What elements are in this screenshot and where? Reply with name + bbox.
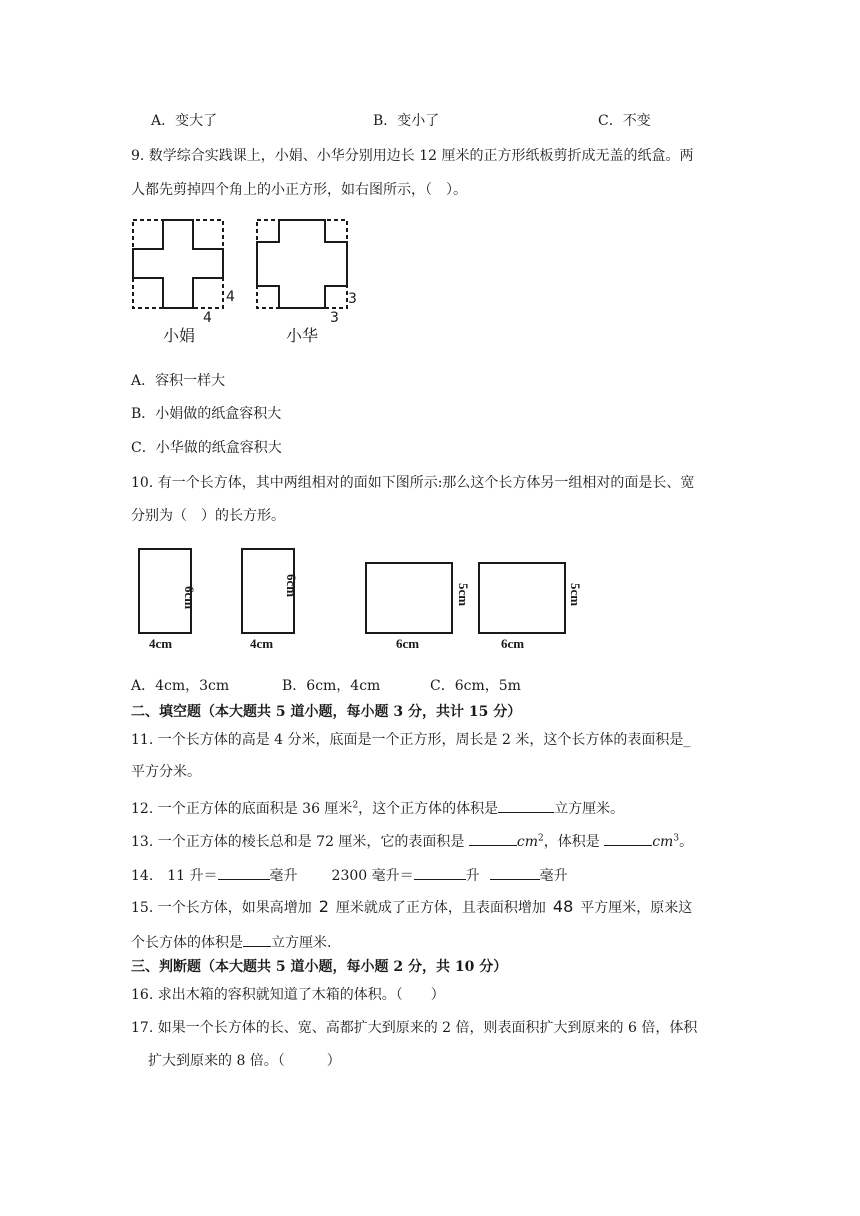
q9-stem-line2: 人都先剪掉四个角上的小正方形，如右图所示，（ ）。 (131, 182, 467, 198)
q9-option-a: A．容积一样大 (131, 373, 226, 389)
q14-text-d: 升 (465, 868, 480, 884)
q9-xiaohua-side-label: 3 (348, 291, 357, 307)
q9-option-b: B．小娟做的纸盒容积大 (131, 406, 282, 422)
q12-text-post: 立方厘米。 (554, 801, 625, 817)
q15-text-post: 平方厘米，原来这 (580, 900, 693, 916)
q9-figure-xiaohua (256, 219, 356, 319)
q13-sup-volume: 3 (673, 833, 680, 844)
q13-volume-blank[interactable] (604, 831, 652, 846)
q9-xiaojuan-side-label: 4 (226, 289, 235, 305)
q10-rect-4-height: 5cm (568, 583, 583, 607)
q13-text-pre: 13. 一个正方体的棱长总和是 72 厘米，它的表面积是 (131, 834, 469, 850)
q12-text-mid: ，这个正方体的体积是 (358, 801, 499, 817)
q13-text-end: 。 (679, 834, 694, 850)
q10-rect-4 (478, 562, 568, 636)
q16: 16. 求出木箱的容积就知道了木箱的体积。（ ） (131, 987, 445, 1003)
q10-rect-1-height: 6cm (182, 586, 197, 610)
q10-option-b: B．6cm，4cm (282, 678, 381, 694)
q15-line2 (131, 932, 331, 950)
q14 (131, 865, 568, 883)
q9-figure-xiaojuan (132, 219, 232, 319)
q15-num-2: 2 (318, 897, 329, 916)
q13-unit-volume: cm (652, 834, 674, 850)
q15-line2-post: 立方厘米. (271, 935, 332, 951)
q10-rect-3 (365, 562, 455, 636)
q15-num-48: 48 (552, 897, 574, 916)
q13-area-blank[interactable] (469, 831, 517, 846)
q9-xiaohua-bottom-label: 3 (330, 310, 339, 326)
q12-answer-blank[interactable] (498, 798, 554, 813)
q10-rect-2-width: 4cm (250, 636, 274, 651)
q10-stem-line1: 10. 有一个长方体，其中两组相对的面如下图所示:那么这个长方体另一组相对的面是长、宽 (131, 475, 695, 491)
q10-rect-4-width: 6cm (501, 636, 525, 651)
q14-text-a: 14. 11 升＝ (131, 868, 218, 884)
q10-rect-2-height: 6cm (284, 574, 299, 598)
q13-text-mid: ，体积是 (543, 834, 605, 850)
q10-option-a: A．4cm，3cm (131, 678, 230, 694)
q10-option-c: C．6cm，5m (430, 678, 521, 694)
q15-line1 (131, 899, 692, 915)
q10-rect-3-height: 5cm (456, 583, 471, 607)
q8-option-a: A．变大了 (151, 113, 218, 129)
q17-line2: 扩大到原来的 8 倍。（ ） (148, 1053, 341, 1069)
q12-text-pre: 12. 一个正方体的底面积是 36 厘米 (131, 801, 353, 817)
q15-text-pre: 15. 一个长方体，如果高增加 (131, 900, 312, 916)
q15-answer-blank[interactable] (243, 932, 271, 947)
q10-rect-3-width: 6cm (396, 636, 420, 651)
q14-text-e: 毫升 (539, 868, 568, 884)
q14-blank-2[interactable] (414, 865, 466, 880)
q11-line1: 11. 一个长方体的高是 4 分米，底面是一个正方形，周长是 2 米，这个长方体的表面积是_ (131, 732, 691, 748)
section3-heading: 三、判断题（本大题共 5 道小题，每小题 2 分，共 10 分） (131, 959, 508, 975)
q13 (131, 831, 693, 849)
q9-xiaojuan-bottom-label: 4 (203, 310, 212, 326)
q9-xiaohua-name: 小华 (286, 326, 319, 345)
q8-option-c: C．不变 (598, 113, 651, 129)
q17-line1: 17. 如果一个长方体的长、宽、高都扩大到原来的 2 倍，则表面积扩大到原来的 6 倍，体积 (131, 1020, 698, 1036)
q9-stem-line1: 9. 数学综合实践课上，小娟、小华分别用边长 12 厘米的正方形纸板剪折成无盖的纸盒。两 (131, 148, 694, 164)
q10-rect-1-width: 4cm (149, 636, 173, 651)
q11-line2: 平方分米。 (131, 764, 201, 780)
section2-heading: 二、填空题（本大题共 5 道小题，每小题 3 分，共计 15 分） (131, 704, 522, 720)
q10-stem-line2: 分别为（ ）的长方形。 (131, 508, 285, 524)
q13-unit-area: cm (516, 834, 539, 850)
q15-text-mid: 厘米就成了正方体，且表面积增加 (335, 900, 546, 916)
q14-blank-1[interactable] (218, 865, 270, 880)
q9-xiaojuan-name: 小娟 (163, 326, 196, 345)
q12-superscript: 2 (352, 800, 359, 811)
q12 (131, 798, 624, 816)
q14-text-c: 2300 毫升＝ (331, 868, 414, 884)
q13-sup-area: 2 (538, 833, 544, 844)
q15-line2-pre: 个长方体的体积是 (131, 935, 243, 951)
q9-option-c: C．小华做的纸盒容积大 (131, 440, 282, 456)
q14-blank-3[interactable] (490, 865, 540, 880)
q8-option-b: B．变小了 (373, 113, 440, 129)
q14-text-b: 毫升 (269, 868, 298, 884)
